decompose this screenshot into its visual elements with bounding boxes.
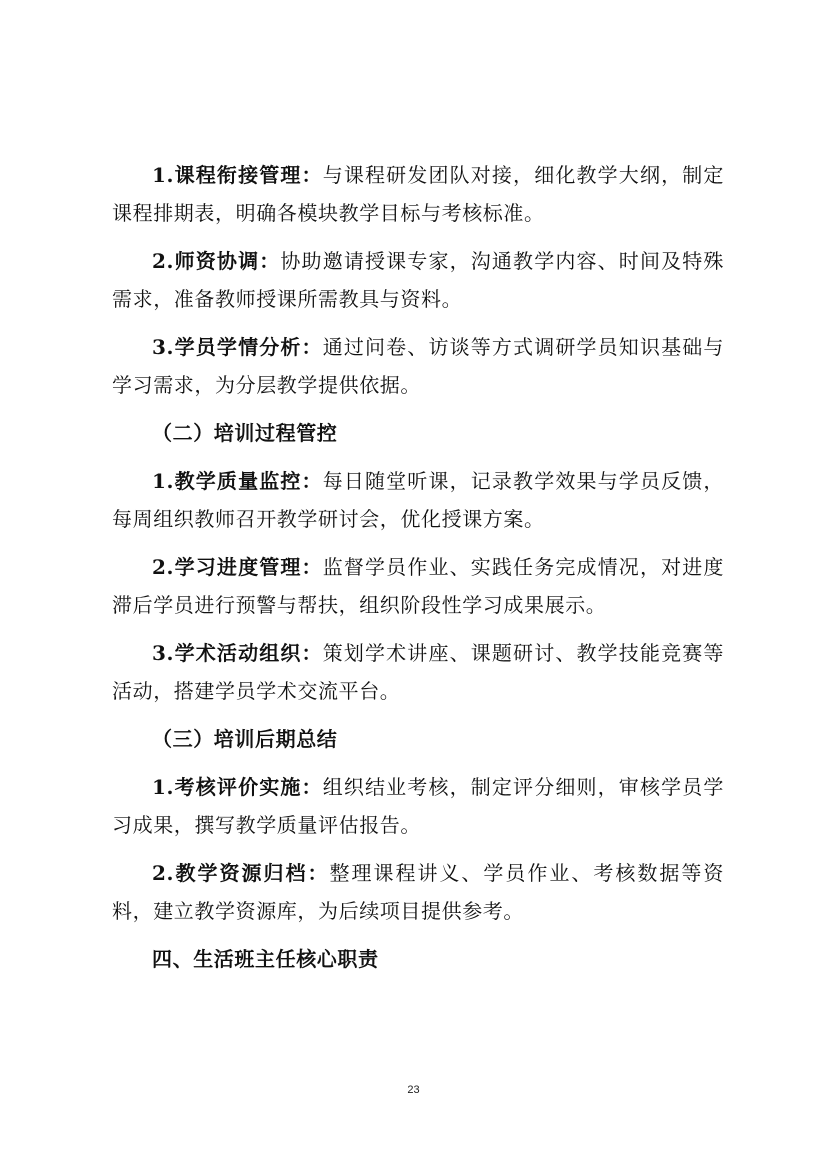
paragraph-label: 3.学术活动组织： [152, 641, 323, 665]
page-number: 23 [407, 1084, 420, 1096]
document-body [112, 156, 724, 988]
paragraph-text: 整理课程讲义、学员作业、考核数据等资料，建立教学资源库，为后续项目提供参考。 [112, 861, 724, 923]
paragraph-label: 2.师资协调： [152, 249, 281, 273]
section-heading-life-teacher-duties: 四、生活班主任核心职责 [152, 947, 379, 971]
paragraph-label: 1.课程衔接管理： [152, 163, 323, 187]
paragraph-label: 2.教学资源归档： [152, 861, 330, 885]
section-heading-process-control: （二）培训过程管控 [152, 421, 338, 445]
paragraph-assessment [112, 768, 724, 844]
paragraph-progress-management [112, 548, 724, 624]
paragraph-text: 通过问卷、访谈等方式调研学员知识基础与学习需求，为分层教学提供依据。 [112, 335, 724, 397]
paragraph-learner-analysis [112, 328, 724, 404]
paragraph-course-connection [112, 156, 724, 232]
paragraph-quality-monitoring [112, 462, 724, 538]
paragraph-text: 协助邀请授课专家，沟通教学内容、时间及特殊需求，准备教师授课所需教具与资料。 [112, 249, 724, 311]
paragraph-academic-activities [112, 634, 724, 710]
paragraph-teacher-coordination [112, 242, 724, 318]
paragraph-text: 监督学员作业、实践任务完成情况，对进度滞后学员进行预警与帮扶，组织阶段性学习成果展示。 [112, 555, 724, 617]
paragraph-text: 策划学术讲座、课题研讨、教学技能竞赛等活动，搭建学员学术交流平台。 [112, 641, 724, 703]
paragraph-label: 1.教学质量监控： [152, 469, 323, 493]
paragraph-text: 与课程研发团队对接，细化教学大纲，制定课程排期表，明确各模块教学目标与考核标准。 [112, 163, 724, 225]
section-heading-post-training: （三）培训后期总结 [152, 727, 338, 751]
paragraph-text: 组织结业考核，制定评分细则，审核学员学习成果，撰写教学质量评估报告。 [112, 775, 724, 837]
paragraph-label: 1.考核评价实施： [152, 775, 323, 799]
paragraph-resource-archiving [112, 854, 724, 930]
paragraph-label: 2.学习进度管理： [152, 555, 323, 579]
paragraph-label: 3.学员学情分析： [152, 335, 323, 359]
paragraph-text: 每日随堂听课，记录教学效果与学员反馈，每周组织教师召开教学研讨会，优化授课方案。 [112, 469, 724, 531]
